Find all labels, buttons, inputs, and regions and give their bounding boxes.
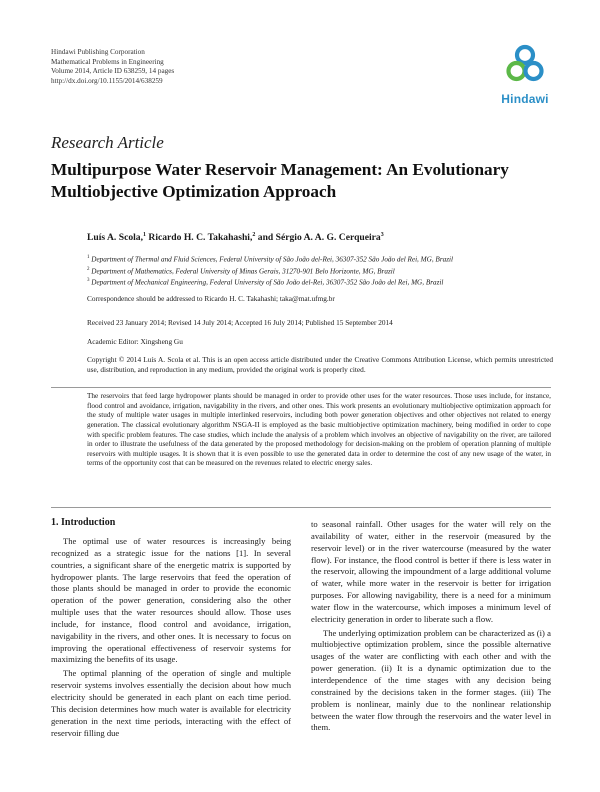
body-paragraph: The underlying optimization problem can be characterized as (i) a multiobjective optimization problem, since the possible alternative usages of the water are conflicting with each other and with the power generation. (ii) It is a dynamic optimization due to the interdependence of the time stages with any decision being constrained by the decisions taken in the former stages. (iii) The problem is nonlinear, mainly due to the nonlinear relationship between the water flow through the reservoirs and the water level in them. bbox=[311, 627, 551, 733]
body-column-left bbox=[51, 536, 291, 739]
logo-wordmark: Hindawi bbox=[501, 92, 549, 106]
publication-dates: Received 23 January 2014; Revised 14 July 2014; Accepted 16 July 2014; Published 15 September 2014 bbox=[87, 318, 393, 327]
affiliation-item bbox=[87, 253, 557, 265]
affiliation-item bbox=[87, 276, 557, 288]
correspondence-note: Correspondence should be addressed to Ricardo H. C. Takahashi; taka@mat.ufmg.br bbox=[87, 294, 335, 303]
author-list bbox=[87, 232, 384, 243]
author-affil-mark: 2 bbox=[252, 232, 256, 238]
author-name: and Sérgio A. A. G. Cerqueira bbox=[257, 232, 381, 244]
author-affil-mark: 3 bbox=[380, 232, 384, 238]
divider bbox=[51, 387, 551, 388]
body-column-right bbox=[311, 519, 551, 734]
divider bbox=[51, 507, 551, 508]
affiliation-item bbox=[87, 265, 557, 277]
body-paragraph: The optimal use of water resources is increasingly being recognized as a strategic issue for the nations [1]. In several countries, a significant share of the energetic matrix is supported by hydropower plants. The large reservoirs that feed the operation of those plants should be managed in order to provide the economic operation of the power generation, considering also the other multiple uses that the water resources should allow. Those uses include, for instance, flood control and avoidance, irrigation, navigability in the rivers, and other ones. It is necessary to focus on improving the operational effectiveness of reservoir systems for maximizing the benefits of its usage. bbox=[51, 536, 291, 665]
body-paragraph: to seasonal rainfall. Other usages for the water will rely on the availability of water, either in the reservoir (measured by the reservoir level) or in the river watercourse (measured by the water flow). For instance, the flood control is better if there is less water in the reservoir, allowing the impoundment of a large additional volume of water, while more water in the reservoir is better for irrigation purposes. For allowing navigability, there is a need for a minimum water flow in the watercourse, which imposes a minimum level of electricity generation in order to liberate such a flow. bbox=[311, 519, 551, 624]
article-type: Research Article bbox=[51, 133, 164, 152]
affiliation-mark: 2 bbox=[87, 266, 90, 272]
title-line: Multiobjective Optimization Approach bbox=[51, 181, 337, 201]
academic-editor: Academic Editor: Xingsheng Gu bbox=[87, 337, 183, 346]
section-heading: 1. Introduction bbox=[51, 517, 116, 528]
paper-title bbox=[51, 159, 551, 202]
journal-metadata bbox=[51, 48, 174, 86]
affiliation-list bbox=[87, 253, 557, 288]
author-affil-mark: 1 bbox=[142, 232, 146, 238]
affiliation-text: Department of Mechanical Engineering, Federal University of São João del-Rei, 36307-352 São João del Rei, MG, Brazil bbox=[91, 278, 444, 287]
affiliation-mark: 3 bbox=[87, 278, 90, 284]
author-name: Ricardo H. C. Takahashi, bbox=[148, 232, 253, 244]
affiliation-mark: 1 bbox=[87, 255, 90, 260]
title-line: Multipurpose Water Reservoir Management: An Evolutionary bbox=[51, 160, 509, 179]
publisher-name: Hindawi Publishing Corporation bbox=[51, 48, 145, 56]
affiliation-text: Department of Mathematics, Federal University of Minas Gerais, 31270-901 Belo Horizonte, MG, Brazil bbox=[91, 266, 395, 275]
body-paragraph: The optimal planning of the operation of single and multiple reservoir systems involves essentially the decision about how much electricity should be generated in each plant on each time period. This decision determines how much water is available for electricity generation in the next time periods, interacting with the effect of reservoir filling due bbox=[51, 668, 291, 738]
author-name: Luís A. Scola, bbox=[87, 232, 143, 244]
abstract-text: The reservoirs that feed large hydropower plants should be managed in order to provide other uses for the water resources. Those uses include, for instance, flood control and avoidance, irrigation, navigability in the rivers, and other ones. This work presents an evolutionary multiobjective optimization approach for the study of multiple water usages in multiple interlinked reservoirs, including both power generation objectives and other objectives not related to energy generation. The classical evolutionary algorithm NSGA-II is employed as the basic multiobjective optimization machinery, being modified in order to cope with specific problem features. The case studies, which include the analysis of a problem which involves an objective of navigability on the river, are tailored in order to illustrate the usefulness of the data generated by the proposed methodology for decision-making on the problem of operation planning of multiple reservoirs with multiple usages. It is shown that it is even possible to use the generated data in order to determine the cost of any new usage of the water, in terms of the opportunity cost that can be measured on the revenues related to electric energy sales. bbox=[87, 392, 551, 468]
affiliation-text: Department of Thermal and Fluid Sciences, Federal University of São João del-Rei, 36307-352 São João del Rei, MG, Brazil bbox=[91, 255, 453, 264]
doi-link[interactable]: http://dx.doi.org/10.1155/2014/638259 bbox=[51, 76, 163, 85]
copyright-notice: Copyright © 2014 Luís A. Scola et al. This is an open access article distributed under the Creative Commons Attribution License, which permits unrestricted use, distribution, and reproduction in any medium, provided the original work is properly cited. bbox=[87, 355, 553, 374]
volume-info: Volume 2014, Article ID 638259, 14 pages bbox=[51, 67, 175, 76]
journal-name: Mathematical Problems in Engineering bbox=[51, 57, 164, 66]
